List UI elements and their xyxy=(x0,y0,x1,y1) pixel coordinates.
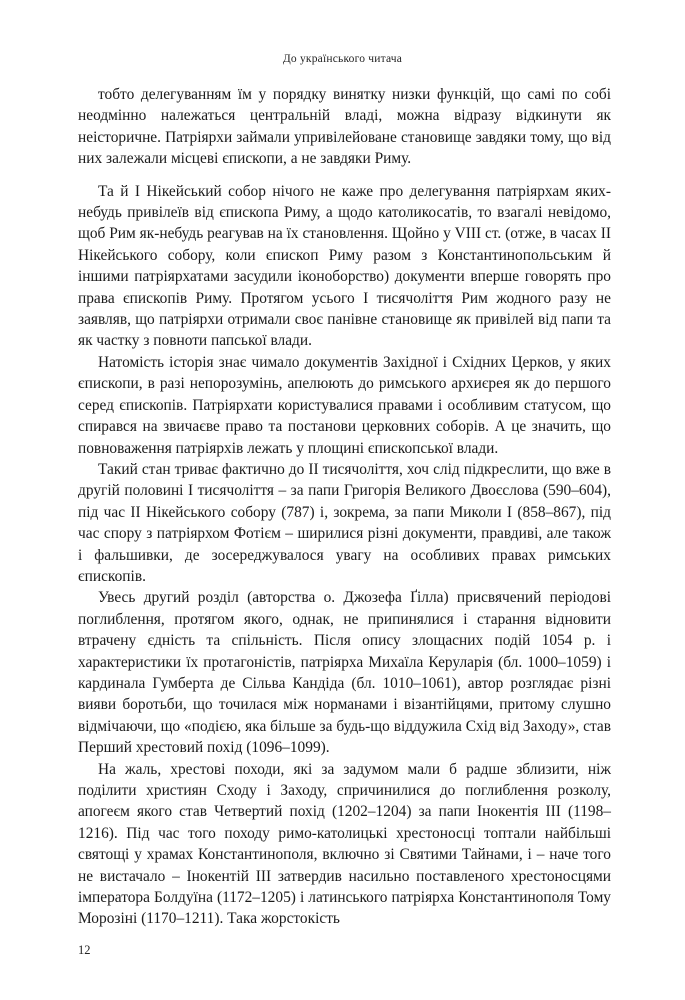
paragraph: тобто делегуванням їм у порядку винятку низки функцій, що самі по собі неодмінно належаться центральній владі, можна відразу відкинути як неісторичне. Патріярхи займали упривілейоване становище завдяки тому, що від них залежали місцеві єпископи, а не завдяки Риму. xyxy=(78,86,611,168)
page-number: 12 xyxy=(78,943,91,957)
body-text xyxy=(78,84,611,930)
paragraph: Та й І Нікейський собор нічого не каже про делегування патріярхам яких-небудь привілеїв від єпископа Риму, а щодо католикосатів, то взагалі невідомо, щоб Рим як-небудь реагував на їх становлення. Щойно у VIII ст. (отже, в часах ІІ Нікейського собору, коли єпископ Риму разом з Константинопольським й іншими патріярхатами засудили іконоборство) документи вперше говорять про права єпископів Риму. Протягом усього І тисячоліття Рим жодного разу не заявляв, що патріярхи отримали своє панівне становище як привілей від папи та як частку з повноти папської влади. xyxy=(78,182,611,350)
paragraph: Такий стан триває фактично до ІІ тисячоліття, хоч слід підкреслити, що вже в другій половині І тисячоліття – за папи Григорія Великого Двоєслова (590–604), під час ІІ Нікейського собору (787) і, зокрема, за папи Миколи І (858–867), під час спору з патріярхом Фотієм – ширилися різні документи, правдиві, але також і фальшивки, де зосереджувалося увагу на особливих правах римських єпископів. xyxy=(78,460,611,585)
paragraph: Увесь другий розділ (авторства о. Джозефа Ґілла) присвячений періодові поглиблення, протягом якого, однак, не припинялися і старання відновити втрачену єдність та спільність. Після опису злощасних подій 1054 р. і характеристики їх протагоністів, патріярха Михаїла Керуларія (бл. 1000–1059) і кардинала Гумберта де Сільва Кандіда (бл. 1010–1061), автор розглядає різні вияви боротьби, що точилася між норманами і візантійцями, притому слушно відмічаючи, що «подією, яка більше за будь-що віддужила Схід від Заходу», став Перший хрестовий похід (1096–1099). xyxy=(78,589,611,757)
paragraph: На жаль, хрестові походи, які за задумом мали б радше зблизити, ніж поділити християн Сходу і Заходу, спричинилися до поглиблення розколу, апогеєм якого став Четвертий похід (1202–1204) за папи Інокентія ІІІ (1198–1216). Під час того походу римо-католицькі хрестоносці топтали найбільші святощі у храмах Константинополя, включно зі Святими Тайнами, і – наче того не вистачало – Інокентій ІІІ затвердив насильно поставленого хрестоносцями імператора Болдуїна (1172–1205) і латинського патріярха Константинополя Тому Морозіні (1170–1211). Така жорстокість xyxy=(78,760,611,928)
running-head: До українського читача xyxy=(282,53,403,65)
paragraph: Натомість історія знає чимало документів Західної і Східних Церков, у яких єпископи, в разі непорозумінь, апелюють до римського архиєрея як до першого серед єпископів. Патріярхати користувалися правами і особливим статусом, що спирався на звичаєве право та постанови церковних соборів. А це значить, що повноваження патріярхів лежать у площині єпископської влади. xyxy=(78,353,611,457)
